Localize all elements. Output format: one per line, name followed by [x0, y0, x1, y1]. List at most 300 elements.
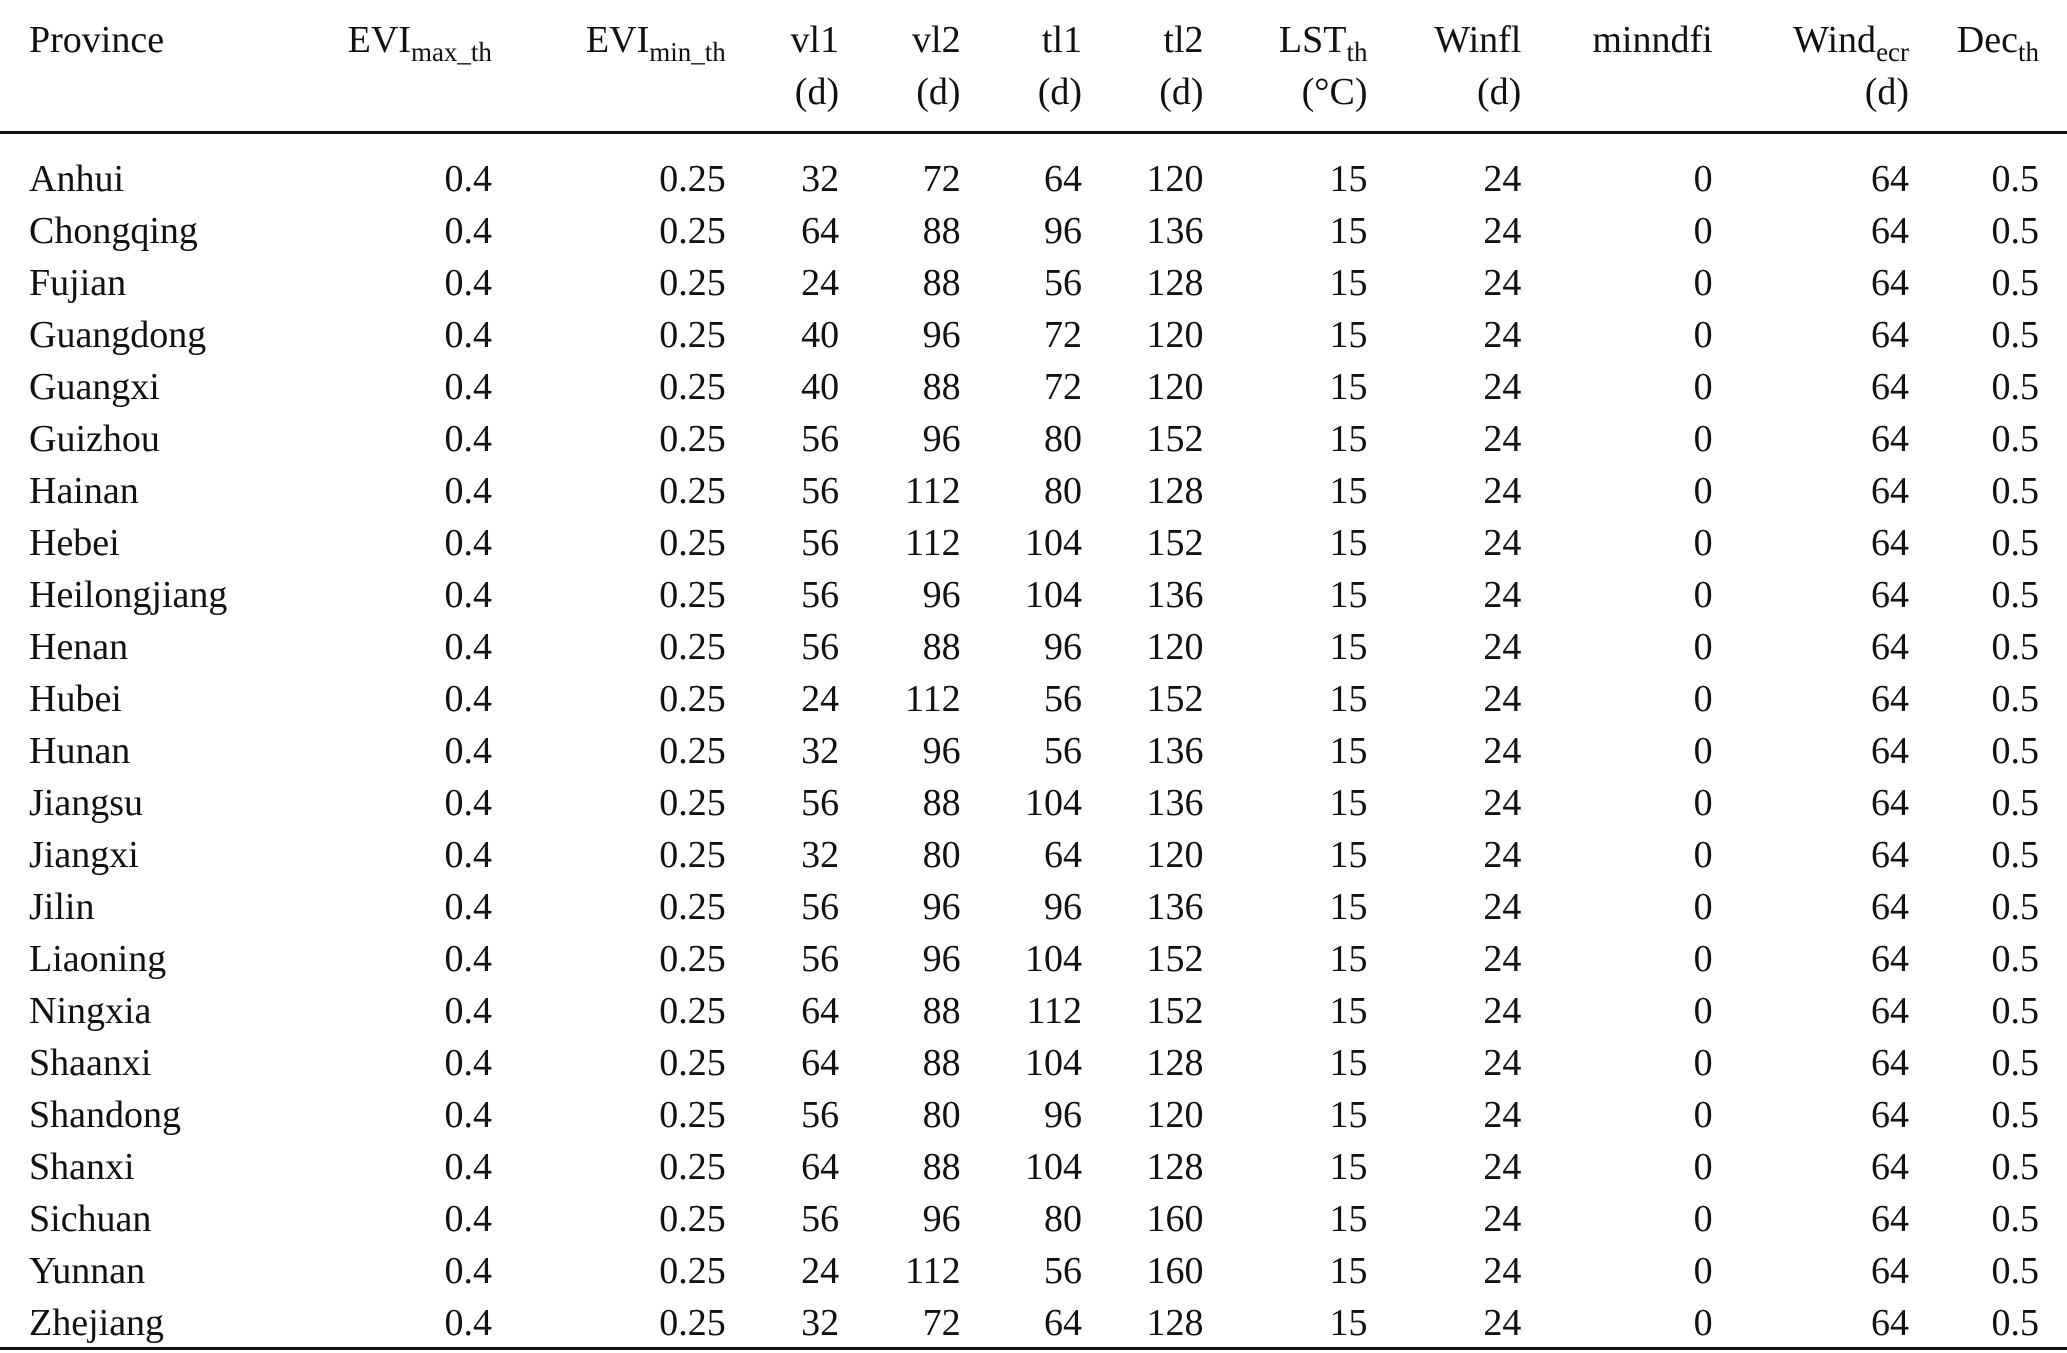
value-cell-lst-th: 15 [1329, 314, 1368, 356]
value-cell-lst-th: 15 [1329, 938, 1368, 980]
value-cell-evi-min-th: 0.25 [659, 1250, 726, 1292]
value-cell-vl2: 88 [922, 1042, 961, 1084]
value-cell-tl2: 136 [1146, 730, 1204, 772]
column-header-province [0, 0, 273, 131]
province-cell: Jiangsu [29, 782, 143, 824]
value-cell-dec-th: 0.5 [1991, 886, 2039, 928]
value-cell-wind-ecr: 64 [1871, 522, 1910, 564]
province-cell: Anhui [29, 158, 124, 200]
value-cell-lst-th: 15 [1329, 626, 1368, 668]
value-cell-tl2: 128 [1146, 1302, 1204, 1344]
value-cell-evi-max-th: 0.4 [444, 522, 492, 564]
value-cell-evi-min-th: 0.25 [659, 886, 726, 928]
column-header-tl1 [961, 0, 1082, 131]
value-cell-wind-ecr: 64 [1871, 886, 1910, 928]
value-cell-vl2: 88 [922, 366, 961, 408]
value-cell-vl2: 88 [922, 990, 961, 1032]
value-cell-evi-max-th: 0.4 [444, 626, 492, 668]
value-cell-lst-th: 15 [1329, 1302, 1368, 1344]
value-cell-lst-th: 15 [1329, 782, 1368, 824]
value-cell-evi-min-th: 0.25 [659, 1198, 726, 1240]
value-cell-dec-th: 0.5 [1991, 1250, 2039, 1292]
value-cell-evi-min-th: 0.25 [659, 1042, 726, 1084]
column-header-vl1 [726, 0, 839, 131]
value-cell-tl1: 64 [1044, 158, 1083, 200]
value-cell-dec-th: 0.5 [1991, 418, 2039, 460]
table-row [0, 1193, 2067, 1245]
column-header-unit: (d) [1864, 71, 1910, 113]
value-cell-evi-max-th: 0.4 [444, 1042, 492, 1084]
value-cell-wind-ecr: 64 [1871, 314, 1910, 356]
value-cell-minndfi: 0 [1693, 730, 1713, 772]
value-cell-dec-th: 0.5 [1991, 1146, 2039, 1188]
value-cell-vl1: 56 [801, 886, 840, 928]
column-header-label: Dec [1956, 19, 2018, 61]
bottom-rule [0, 1347, 2067, 1350]
value-cell-evi-max-th: 0.4 [444, 782, 492, 824]
table-body [0, 131, 2067, 1349]
value-cell-dec-th: 0.5 [1991, 678, 2039, 720]
value-cell-tl2: 160 [1146, 1250, 1204, 1292]
value-cell-dec-th: 0.5 [1991, 626, 2039, 668]
value-cell-vl1: 32 [801, 158, 840, 200]
column-header-label: LST [1278, 19, 1347, 61]
column-header-label: tl2 [1163, 19, 1204, 61]
value-cell-dec-th: 0.5 [1991, 730, 2039, 772]
value-cell-minndfi: 0 [1693, 418, 1713, 460]
value-cell-winfl: 24 [1483, 1302, 1522, 1344]
value-cell-dec-th: 0.5 [1991, 314, 2039, 356]
value-cell-winfl: 24 [1483, 522, 1522, 564]
value-cell-minndfi: 0 [1693, 1198, 1713, 1240]
value-cell-tl2: 152 [1146, 418, 1204, 460]
value-cell-wind-ecr: 64 [1871, 262, 1910, 304]
value-cell-evi-min-th: 0.25 [659, 210, 726, 252]
value-cell-tl1: 96 [1044, 210, 1083, 252]
value-cell-minndfi: 0 [1693, 366, 1713, 408]
value-cell-vl1: 64 [801, 1146, 840, 1188]
value-cell-dec-th: 0.5 [1991, 834, 2039, 876]
province-cell: Ningxia [29, 990, 152, 1032]
value-cell-vl2: 96 [922, 314, 961, 356]
column-header-label: Province [29, 19, 165, 61]
value-cell-wind-ecr: 64 [1871, 1094, 1910, 1136]
table-row [0, 777, 2067, 829]
value-cell-tl1: 72 [1044, 366, 1083, 408]
province-cell: Jilin [29, 886, 95, 928]
value-cell-winfl: 24 [1483, 834, 1522, 876]
value-cell-tl1: 104 [1025, 574, 1083, 616]
value-cell-vl1: 56 [801, 626, 840, 668]
value-cell-evi-min-th: 0.25 [659, 990, 726, 1032]
value-cell-dec-th: 0.5 [1991, 1042, 2039, 1084]
value-cell-evi-max-th: 0.4 [444, 1250, 492, 1292]
value-cell-lst-th: 15 [1329, 210, 1368, 252]
value-cell-minndfi: 0 [1693, 886, 1713, 928]
value-cell-dec-th: 0.5 [1991, 1302, 2039, 1344]
value-cell-tl1: 56 [1044, 730, 1083, 772]
province-cell: Zhejiang [29, 1302, 165, 1344]
column-header-evi-min-th [492, 0, 726, 131]
value-cell-minndfi: 0 [1693, 522, 1713, 564]
header-rule [0, 131, 2067, 134]
value-cell-evi-max-th: 0.4 [444, 730, 492, 772]
value-cell-winfl: 24 [1483, 886, 1522, 928]
value-cell-evi-min-th: 0.25 [659, 158, 726, 200]
value-cell-winfl: 24 [1483, 938, 1522, 980]
value-cell-tl2: 120 [1146, 626, 1204, 668]
value-cell-vl1: 64 [801, 210, 840, 252]
value-cell-tl2: 136 [1146, 886, 1204, 928]
value-cell-vl2: 96 [922, 1198, 961, 1240]
column-header-unit: (°C) [1301, 71, 1368, 113]
value-cell-evi-min-th: 0.25 [659, 1302, 726, 1344]
value-cell-tl1: 112 [1026, 990, 1083, 1032]
value-cell-evi-min-th: 0.25 [659, 730, 726, 772]
column-header-winfl [1367, 0, 1521, 131]
province-cell: Liaoning [29, 938, 167, 980]
value-cell-winfl: 24 [1483, 626, 1522, 668]
value-cell-dec-th: 0.5 [1991, 366, 2039, 408]
value-cell-lst-th: 15 [1329, 1146, 1368, 1188]
value-cell-evi-min-th: 0.25 [659, 574, 726, 616]
value-cell-tl2: 152 [1146, 938, 1204, 980]
value-cell-wind-ecr: 64 [1871, 1302, 1910, 1344]
value-cell-minndfi: 0 [1693, 1094, 1713, 1136]
value-cell-evi-min-th: 0.25 [659, 1146, 726, 1188]
value-cell-minndfi: 0 [1693, 782, 1713, 824]
value-cell-evi-max-th: 0.4 [444, 314, 492, 356]
value-cell-evi-min-th: 0.25 [659, 314, 726, 356]
value-cell-evi-min-th: 0.25 [659, 678, 726, 720]
column-header-wind-ecr [1713, 0, 1909, 131]
value-cell-minndfi: 0 [1693, 678, 1713, 720]
province-cell: Yunnan [29, 1250, 146, 1292]
value-cell-evi-max-th: 0.4 [444, 366, 492, 408]
value-cell-minndfi: 0 [1693, 1302, 1713, 1344]
value-cell-evi-min-th: 0.25 [659, 938, 726, 980]
value-cell-evi-min-th: 0.25 [659, 1094, 726, 1136]
value-cell-winfl: 24 [1483, 314, 1522, 356]
province-cell: Hebei [29, 522, 120, 564]
value-cell-dec-th: 0.5 [1991, 1094, 2039, 1136]
value-cell-lst-th: 15 [1329, 262, 1368, 304]
column-header-label: Winfl [1434, 19, 1522, 61]
table-row [0, 829, 2067, 881]
value-cell-evi-max-th: 0.4 [444, 1146, 492, 1188]
value-cell-winfl: 24 [1483, 782, 1522, 824]
value-cell-vl2: 80 [922, 1094, 961, 1136]
value-cell-tl1: 64 [1044, 834, 1083, 876]
province-cell: Guangxi [29, 366, 160, 408]
column-header-label: EVI [347, 19, 411, 61]
value-cell-evi-max-th: 0.4 [444, 574, 492, 616]
province-cell: Hainan [29, 470, 139, 512]
value-cell-evi-min-th: 0.25 [659, 522, 726, 564]
value-cell-lst-th: 15 [1329, 470, 1368, 512]
value-cell-evi-max-th: 0.4 [444, 262, 492, 304]
table-row [0, 465, 2067, 517]
value-cell-dec-th: 0.5 [1991, 158, 2039, 200]
value-cell-dec-th: 0.5 [1991, 938, 2039, 980]
table-row [0, 205, 2067, 257]
value-cell-wind-ecr: 64 [1871, 366, 1910, 408]
value-cell-dec-th: 0.5 [1991, 470, 2039, 512]
value-cell-winfl: 24 [1483, 158, 1522, 200]
value-cell-vl2: 96 [922, 730, 961, 772]
value-cell-dec-th: 0.5 [1991, 990, 2039, 1032]
province-cell: Shaanxi [29, 1042, 152, 1084]
value-cell-tl2: 152 [1146, 678, 1204, 720]
value-cell-tl1: 96 [1044, 886, 1083, 928]
value-cell-vl1: 56 [801, 470, 840, 512]
value-cell-vl2: 112 [904, 470, 961, 512]
value-cell-vl1: 32 [801, 834, 840, 876]
table-row [0, 1297, 2067, 1349]
value-cell-evi-min-th: 0.25 [659, 626, 726, 668]
value-cell-winfl: 24 [1483, 1146, 1522, 1188]
column-header-tl2 [1082, 0, 1203, 131]
province-cell: Henan [29, 626, 129, 668]
value-cell-tl2: 128 [1146, 1042, 1204, 1084]
province-cell: Jiangxi [29, 834, 139, 876]
column-header-subscript: max_th [410, 37, 492, 67]
value-cell-tl1: 96 [1044, 626, 1083, 668]
value-cell-evi-max-th: 0.4 [444, 158, 492, 200]
value-cell-tl2: 136 [1146, 574, 1204, 616]
value-cell-lst-th: 15 [1329, 1250, 1368, 1292]
value-cell-lst-th: 15 [1329, 418, 1368, 460]
table-header [0, 0, 2067, 131]
value-cell-vl2: 88 [922, 626, 961, 668]
column-header-subscript: ecr [1876, 37, 1910, 67]
value-cell-minndfi: 0 [1693, 262, 1713, 304]
value-cell-minndfi: 0 [1693, 834, 1713, 876]
column-header-unit: (d) [794, 71, 840, 113]
value-cell-vl1: 40 [801, 366, 840, 408]
value-cell-vl2: 96 [922, 938, 961, 980]
value-cell-tl2: 136 [1146, 782, 1204, 824]
province-cell: Sichuan [29, 1198, 152, 1240]
column-header-subscript: th [1346, 37, 1368, 67]
column-header-minndfi [1521, 0, 1712, 131]
value-cell-lst-th: 15 [1329, 678, 1368, 720]
value-cell-vl1: 56 [801, 1198, 840, 1240]
table-row [0, 257, 2067, 309]
value-cell-evi-max-th: 0.4 [444, 418, 492, 460]
value-cell-vl2: 88 [922, 782, 961, 824]
column-header-label: Wind [1793, 19, 1877, 61]
value-cell-vl1: 56 [801, 782, 840, 824]
value-cell-tl1: 72 [1044, 314, 1083, 356]
value-cell-vl2: 80 [922, 834, 961, 876]
value-cell-wind-ecr: 64 [1871, 1146, 1910, 1188]
value-cell-tl1: 56 [1044, 678, 1083, 720]
column-header-label: vl1 [790, 19, 840, 61]
value-cell-wind-ecr: 64 [1871, 938, 1910, 980]
value-cell-dec-th: 0.5 [1991, 1198, 2039, 1240]
value-cell-wind-ecr: 64 [1871, 990, 1910, 1032]
value-cell-lst-th: 15 [1329, 522, 1368, 564]
value-cell-minndfi: 0 [1693, 626, 1713, 668]
value-cell-wind-ecr: 64 [1871, 210, 1910, 252]
value-cell-evi-max-th: 0.4 [444, 990, 492, 1032]
value-cell-evi-min-th: 0.25 [659, 418, 726, 460]
value-cell-tl1: 56 [1044, 262, 1083, 304]
value-cell-lst-th: 15 [1329, 730, 1368, 772]
value-cell-winfl: 24 [1483, 262, 1522, 304]
value-cell-vl1: 56 [801, 522, 840, 564]
column-header-label: minndfi [1592, 19, 1713, 61]
value-cell-wind-ecr: 64 [1871, 730, 1910, 772]
value-cell-evi-min-th: 0.25 [659, 834, 726, 876]
value-cell-vl1: 64 [801, 1042, 840, 1084]
value-cell-winfl: 24 [1483, 210, 1522, 252]
value-cell-evi-max-th: 0.4 [444, 886, 492, 928]
value-cell-lst-th: 15 [1329, 834, 1368, 876]
column-header-unit: (d) [1159, 71, 1204, 113]
value-cell-lst-th: 15 [1329, 990, 1368, 1032]
table-row [0, 725, 2067, 777]
value-cell-vl1: 24 [801, 678, 840, 720]
table-row [0, 1245, 2067, 1297]
value-cell-wind-ecr: 64 [1871, 678, 1910, 720]
column-header-label: EVI [585, 19, 650, 61]
province-cell: Guangdong [29, 314, 207, 356]
value-cell-tl2: 120 [1146, 834, 1204, 876]
value-cell-winfl: 24 [1483, 1094, 1522, 1136]
value-cell-tl2: 152 [1146, 522, 1204, 564]
value-cell-tl2: 128 [1146, 470, 1204, 512]
value-cell-winfl: 24 [1483, 990, 1522, 1032]
value-cell-winfl: 24 [1483, 574, 1522, 616]
value-cell-evi-max-th: 0.4 [444, 1302, 492, 1344]
value-cell-vl1: 56 [801, 574, 840, 616]
value-cell-lst-th: 15 [1329, 1198, 1368, 1240]
value-cell-dec-th: 0.5 [1991, 522, 2039, 564]
table-row [0, 1089, 2067, 1141]
value-cell-minndfi: 0 [1693, 574, 1713, 616]
value-cell-tl2: 120 [1146, 314, 1204, 356]
value-cell-wind-ecr: 64 [1871, 1198, 1910, 1240]
value-cell-wind-ecr: 64 [1871, 158, 1910, 200]
table-row [0, 985, 2067, 1037]
value-cell-tl1: 96 [1044, 1094, 1083, 1136]
value-cell-minndfi: 0 [1693, 1042, 1713, 1084]
column-header-evi-max-th [273, 0, 492, 131]
table-row [0, 569, 2067, 621]
value-cell-evi-max-th: 0.4 [444, 678, 492, 720]
table-row [0, 1141, 2067, 1193]
value-cell-tl2: 160 [1146, 1198, 1204, 1240]
column-header-vl2 [839, 0, 960, 131]
value-cell-vl1: 32 [801, 730, 840, 772]
column-header-label: vl2 [912, 19, 961, 61]
value-cell-evi-max-th: 0.4 [444, 1094, 492, 1136]
value-cell-evi-max-th: 0.4 [444, 938, 492, 980]
value-cell-evi-max-th: 0.4 [444, 834, 492, 876]
value-cell-minndfi: 0 [1693, 158, 1713, 200]
column-header-unit: (d) [1037, 71, 1083, 113]
value-cell-lst-th: 15 [1329, 1042, 1368, 1084]
value-cell-vl2: 88 [922, 1146, 961, 1188]
column-header-lst-th [1204, 0, 1368, 131]
table-row [0, 1037, 2067, 1089]
table-row [0, 933, 2067, 985]
value-cell-vl2: 88 [922, 262, 961, 304]
table-row [0, 131, 2067, 205]
value-cell-dec-th: 0.5 [1991, 262, 2039, 304]
column-header-label: tl1 [1041, 19, 1083, 61]
column-header-unit: (d) [916, 71, 961, 113]
table-row [0, 673, 2067, 725]
value-cell-dec-th: 0.5 [1991, 210, 2039, 252]
value-cell-vl1: 56 [801, 938, 840, 980]
value-cell-vl2: 112 [904, 678, 961, 720]
column-header-subscript: min_th [649, 37, 726, 67]
value-cell-tl1: 104 [1025, 1042, 1083, 1084]
table-row [0, 361, 2067, 413]
value-cell-minndfi: 0 [1693, 1250, 1713, 1292]
value-cell-winfl: 24 [1483, 1250, 1522, 1292]
value-cell-tl1: 104 [1025, 782, 1083, 824]
value-cell-vl1: 56 [801, 418, 840, 460]
table-row [0, 413, 2067, 465]
value-cell-wind-ecr: 64 [1871, 782, 1910, 824]
province-cell: Heilongjiang [29, 574, 228, 616]
value-cell-tl1: 80 [1044, 1198, 1083, 1240]
province-cell: Hubei [29, 678, 122, 720]
table-row [0, 309, 2067, 361]
value-cell-vl2: 88 [922, 210, 961, 252]
value-cell-tl1: 64 [1044, 1302, 1083, 1344]
value-cell-evi-max-th: 0.4 [444, 1198, 492, 1240]
value-cell-tl2: 120 [1146, 158, 1204, 200]
value-cell-evi-min-th: 0.25 [659, 366, 726, 408]
value-cell-wind-ecr: 64 [1871, 834, 1910, 876]
value-cell-lst-th: 15 [1329, 574, 1368, 616]
value-cell-dec-th: 0.5 [1991, 782, 2039, 824]
value-cell-evi-min-th: 0.25 [659, 470, 726, 512]
province-cell: Chongqing [29, 210, 198, 252]
value-cell-evi-max-th: 0.4 [444, 470, 492, 512]
province-cell: Hunan [29, 730, 131, 772]
value-cell-tl1: 104 [1025, 522, 1083, 564]
value-cell-winfl: 24 [1483, 1198, 1522, 1240]
table-row [0, 881, 2067, 933]
value-cell-winfl: 24 [1483, 366, 1522, 408]
header-row [0, 0, 2067, 131]
value-cell-vl2: 72 [922, 1302, 961, 1344]
value-cell-vl1: 24 [801, 1250, 840, 1292]
province-cell: Shanxi [29, 1146, 135, 1188]
value-cell-tl1: 104 [1025, 938, 1083, 980]
value-cell-winfl: 24 [1483, 730, 1522, 772]
value-cell-wind-ecr: 64 [1871, 574, 1910, 616]
value-cell-vl1: 40 [801, 314, 840, 356]
value-cell-vl1: 24 [801, 262, 840, 304]
value-cell-tl1: 104 [1025, 1146, 1083, 1188]
value-cell-minndfi: 0 [1693, 470, 1713, 512]
value-cell-winfl: 24 [1483, 678, 1522, 720]
value-cell-tl2: 136 [1146, 210, 1204, 252]
value-cell-vl1: 64 [801, 990, 840, 1032]
value-cell-tl2: 120 [1146, 366, 1204, 408]
value-cell-tl2: 128 [1146, 1146, 1204, 1188]
value-cell-tl1: 56 [1044, 1250, 1083, 1292]
value-cell-dec-th: 0.5 [1991, 574, 2039, 616]
value-cell-minndfi: 0 [1693, 938, 1713, 980]
